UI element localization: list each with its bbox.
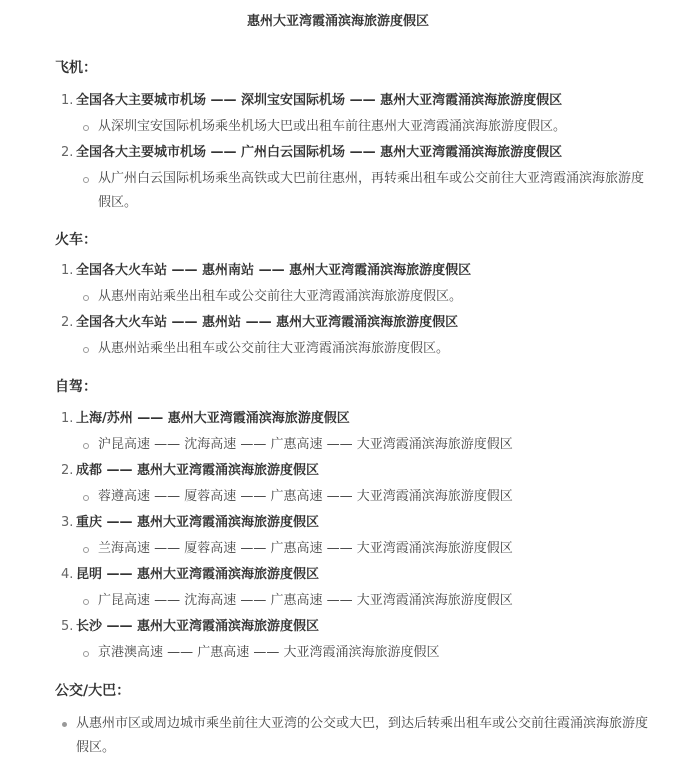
section-driving [55, 377, 655, 665]
list-item: 5. 长沙 —— 惠州大亚湾霞涌滨海旅游度假区 [61, 619, 320, 634]
list-item: 1. 全国各大火车站 —— 惠州南站 —— 惠州大亚湾霞涌滨海旅游度假区 [61, 263, 472, 278]
sub-item: 从广州白云国际机场乘坐高铁或大巴前往惠州，再转乘出租车或公交前往大亚湾霞涌滨海旅游度假区。 [55, 167, 655, 215]
list-item: 2. 全国各大主要城市机场 —— 广州白云国际机场 —— 惠州大亚湾霞涌滨海旅游度假区 [61, 145, 563, 160]
section-bus [55, 681, 655, 760]
list-item: 1. 全国各大主要城市机场 —— 深圳宝安国际机场 —— 惠州大亚湾霞涌滨海旅游度假区 [61, 93, 563, 108]
page-title: 惠州大亚湾霞涌滨海旅游度假区 [246, 14, 429, 29]
list-item: 1. 上海/苏州 —— 惠州大亚湾霞涌滨海旅游度假区 [61, 411, 350, 426]
sub-item: 从深圳宝安国际机场乘坐机场大巴或出租车前往惠州大亚湾霞涌滨海旅游度假区。 [55, 115, 655, 139]
sub-item: 从惠州站乘坐出租车或公交前往大亚湾霞涌滨海旅游度假区。 [55, 337, 655, 361]
list-item: 2. 成都 —— 惠州大亚湾霞涌滨海旅游度假区 [61, 463, 320, 478]
section-heading: 火车： [55, 232, 97, 248]
sub-item: 从惠州南站乘坐出租车或公交前往大亚湾霞涌滨海旅游度假区。 [55, 285, 655, 309]
sub-item: 沪昆高速 —— 沈海高速 —— 广惠高速 —— 大亚湾霞涌滨海旅游度假区 [55, 433, 655, 457]
sub-item: 兰海高速 —— 厦蓉高速 —— 广惠高速 —— 大亚湾霞涌滨海旅游度假区 [55, 537, 655, 561]
section-plane [55, 58, 655, 215]
bullet-item: 从惠州市区或周边城市乘坐前往大亚湾的公交或大巴，到达后转乘出租车或公交前往霞涌滨海旅游度假区。 [55, 712, 655, 760]
list-item: 4. 昆明 —— 惠州大亚湾霞涌滨海旅游度假区 [61, 567, 320, 582]
section-heading: 自驾： [55, 379, 97, 395]
sub-item: 蓉遵高速 —— 厦蓉高速 —— 广惠高速 —— 大亚湾霞涌滨海旅游度假区 [55, 485, 655, 509]
sub-item: 京港澳高速 —— 广惠高速 —— 大亚湾霞涌滨海旅游度假区 [55, 641, 655, 665]
sub-item: 广昆高速 —— 沈海高速 —— 广惠高速 —— 大亚湾霞涌滨海旅游度假区 [55, 589, 655, 613]
section-heading: 飞机： [55, 60, 97, 76]
section-heading: 公交/大巴： [55, 683, 131, 699]
list-item: 2. 全国各大火车站 —— 惠州站 —— 惠州大亚湾霞涌滨海旅游度假区 [61, 315, 459, 330]
list-item: 3. 重庆 —— 惠州大亚湾霞涌滨海旅游度假区 [61, 515, 320, 530]
section-train [55, 230, 655, 361]
